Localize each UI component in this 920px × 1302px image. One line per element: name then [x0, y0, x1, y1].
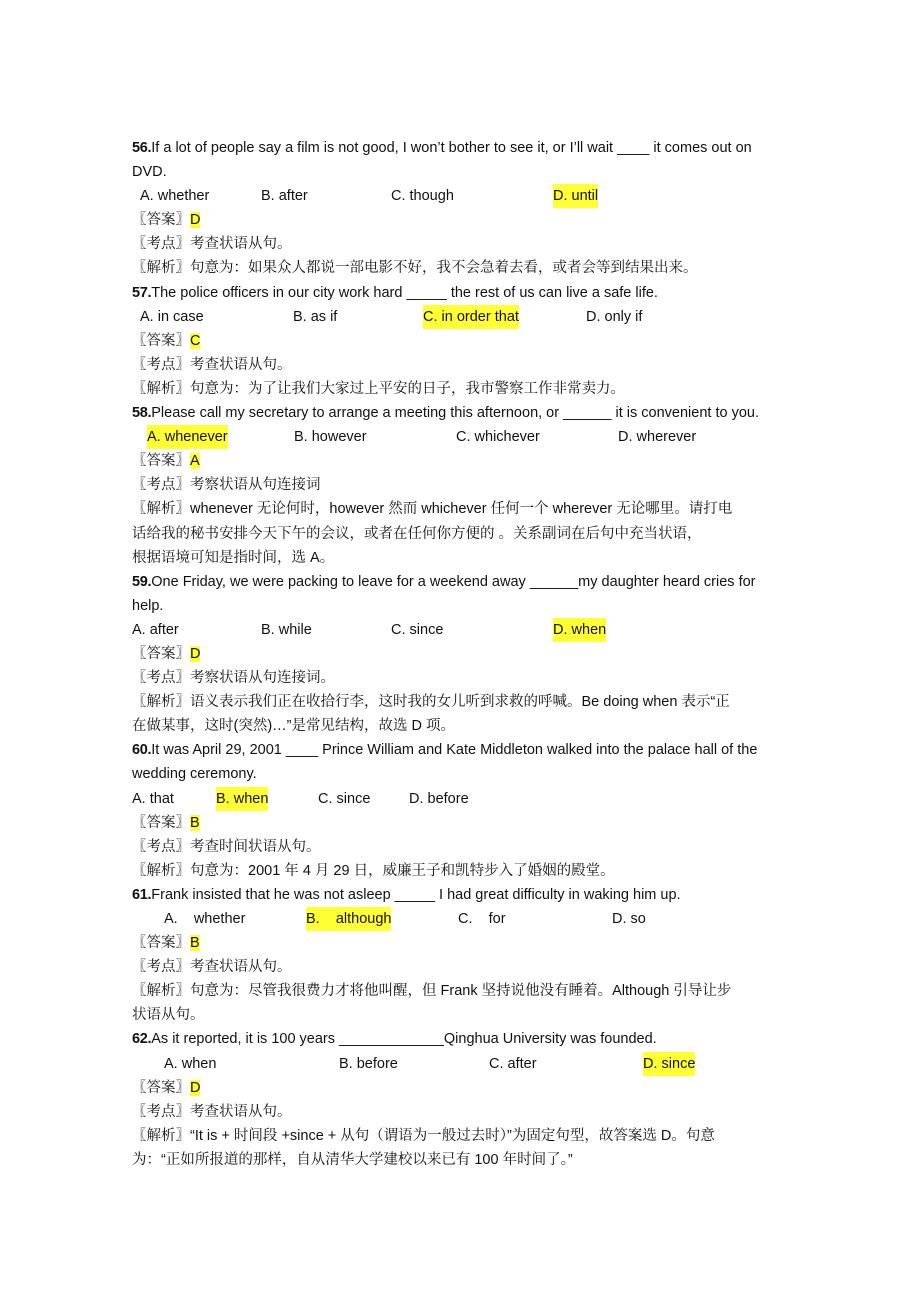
option-d: D. before — [409, 790, 469, 807]
answer-line — [132, 208, 802, 232]
options-row — [132, 425, 802, 449]
option-b: B. while — [261, 621, 312, 638]
point-line: 〖考点〗考查状语从句。 — [132, 356, 292, 373]
analysis-line: 〖解析〗句意为：2001 年 4 月 29 日，威廉王子和凯特步入了婚姻的殿堂。 — [132, 862, 615, 879]
option-a: A. when — [164, 1055, 217, 1072]
question-stem — [132, 883, 802, 907]
option-d: D. only if — [586, 308, 643, 325]
question-59 — [132, 570, 802, 739]
analysis-line: 〖解析〗“It is + 时间段 +since + 从句（谓语为一般过去时）”为固定句型，故答案选 D。句意 — [132, 1127, 715, 1144]
question-58 — [132, 401, 802, 570]
answer-line — [132, 642, 802, 666]
answer-line — [132, 1076, 802, 1100]
answer-label: 〖答案〗 — [132, 332, 190, 349]
point-line: 〖考点〗考查状语从句。 — [132, 1103, 292, 1120]
option-c: C. since — [318, 790, 371, 807]
option-d-correct: D. since — [643, 1052, 695, 1076]
answer-line — [132, 811, 802, 835]
question-stem — [132, 401, 802, 425]
option-a: A. whether — [140, 188, 210, 205]
answer-value: D — [190, 1079, 201, 1096]
question-stem — [132, 570, 802, 594]
options-row — [132, 184, 802, 208]
question-number: 57. — [132, 284, 152, 301]
answer-label: 〖答案〗 — [132, 814, 190, 831]
option-d: D. wherever — [618, 429, 697, 446]
question-56 — [132, 136, 802, 281]
answer-value: B — [190, 814, 200, 831]
options-row — [132, 1052, 802, 1076]
options-row — [132, 618, 802, 642]
option-c: C. though — [391, 188, 454, 205]
question-text-continued: DVD. — [132, 164, 167, 181]
question-stem — [132, 738, 802, 762]
question-57 — [132, 281, 802, 401]
option-a: A. that — [132, 790, 174, 807]
option-b-correct: B. although — [306, 907, 391, 931]
option-a-correct: A. whenever — [147, 425, 228, 449]
analysis-line: 在做某事，这时(突然)…”是常见结构，故选 D 项。 — [132, 718, 456, 735]
point-line: 〖考点〗考察状语从句连接词 — [132, 477, 321, 494]
option-c: C. since — [391, 621, 444, 638]
question-number: 56. — [132, 140, 152, 156]
analysis-line: 为：“正如所报道的那样，自从清华大学建校以来已有 100 年时间了。” — [132, 1151, 573, 1168]
option-c: C. whichever — [456, 429, 540, 446]
option-c: C. after — [489, 1055, 537, 1072]
analysis-line: 〖解析〗句意为：为了让我们大家过上平安的日子，我市警察工作非常卖力。 — [132, 380, 625, 397]
answer-value: A — [190, 453, 200, 470]
point-line: 〖考点〗考查状语从句。 — [132, 959, 292, 976]
option-d: D. so — [612, 911, 646, 927]
question-62 — [132, 1027, 802, 1172]
answer-label: 〖答案〗 — [132, 212, 190, 229]
option-b: B. as if — [293, 308, 338, 325]
analysis-line: 话给我的秘书安排今天下午的会议，或者在任何你方便的 。关系副词在后句中充当状语， — [132, 525, 702, 542]
analysis-line: 状语从句。 — [132, 1007, 205, 1024]
point-line: 〖考点〗考查时间状语从句。 — [132, 838, 321, 855]
answer-label: 〖答案〗 — [132, 935, 190, 952]
question-text: As it reported, it is 100 years _____________Qinghua University was founded. — [151, 1031, 657, 1048]
answer-line — [132, 931, 802, 955]
point-line: 〖考点〗考查状语从句。 — [132, 236, 292, 253]
question-number: 62. — [132, 1031, 152, 1048]
option-b: B. however — [294, 429, 367, 446]
question-stem — [132, 136, 802, 160]
question-text-continued: help. — [132, 597, 164, 614]
question-text: Please call my secretary to arrange a meeting this afternoon, or ______ it is convenient to you. — [151, 405, 759, 422]
analysis-line: 〖解析〗whenever 无论何时，however 然而 whichever 任何一个 wherever 无论哪里。请打电 — [132, 501, 733, 518]
answer-value: D — [190, 645, 201, 662]
point-line: 〖考点〗考察状语从句连接词。 — [132, 670, 335, 687]
answer-label: 〖答案〗 — [132, 453, 190, 470]
question-60 — [132, 738, 802, 883]
question-text: One Friday, we were packing to leave for a weekend away ______my daughter heard cries for — [151, 573, 756, 590]
question-number: 59. — [132, 573, 152, 590]
answer-label: 〖答案〗 — [132, 645, 190, 662]
option-a: A. in case — [140, 308, 204, 325]
option-b: B. after — [261, 188, 308, 205]
question-61 — [132, 883, 802, 1028]
answer-value: D — [190, 212, 201, 229]
option-c-correct: C. in order that — [423, 305, 519, 329]
analysis-line: 〖解析〗句意为：如果众人都说一部电影不好，我不会急着去看，或者会等到结果出来。 — [132, 260, 698, 277]
analysis-line: 〖解析〗语义表示我们正在收拾行李，这时我的女儿听到求救的呼喊。Be doing when 表示“正 — [132, 694, 730, 711]
answer-line — [132, 449, 802, 473]
question-number: 60. — [132, 742, 152, 759]
question-stem — [132, 281, 802, 305]
question-number: 58. — [132, 405, 152, 422]
question-text: Frank insisted that he was not asleep _____ I had great difficulty in waking him up. — [151, 886, 681, 903]
answer-value: C — [190, 332, 201, 349]
question-stem — [132, 1027, 802, 1051]
answer-label: 〖答案〗 — [132, 1079, 190, 1096]
option-b-correct: B. when — [216, 787, 268, 811]
options-row — [132, 907, 802, 931]
option-c: C. for — [458, 911, 506, 927]
question-text-continued: wedding ceremony. — [132, 766, 257, 783]
question-text: It was April 29, 2001 ____ Prince William and Kate Middleton walked into the palace hall of the — [151, 742, 758, 759]
option-b: B. before — [339, 1055, 398, 1072]
question-text: If a lot of people say a film is not good, I won’t bother to see it, or I’ll wait ____ it comes out on — [151, 140, 752, 156]
question-text: The police officers in our city work hard _____ the rest of us can live a safe life. — [151, 284, 658, 301]
answer-value: B — [190, 935, 200, 952]
option-a: A. whether — [164, 911, 246, 927]
question-list — [132, 136, 802, 1172]
option-d-correct: D. when — [553, 618, 606, 642]
answer-line — [132, 329, 802, 353]
option-d-correct: D. until — [553, 184, 598, 208]
analysis-line: 根据语境可知是指时间，选 A。 — [132, 549, 335, 566]
option-a: A. after — [132, 621, 179, 638]
options-row — [132, 305, 802, 329]
analysis-line: 〖解析〗句意为：尽管我很费力才将他叫醒，但 Frank 坚持说他没有睡着。Although 引导让步 — [132, 983, 732, 1000]
options-row — [132, 787, 802, 811]
question-number: 61. — [132, 886, 152, 903]
